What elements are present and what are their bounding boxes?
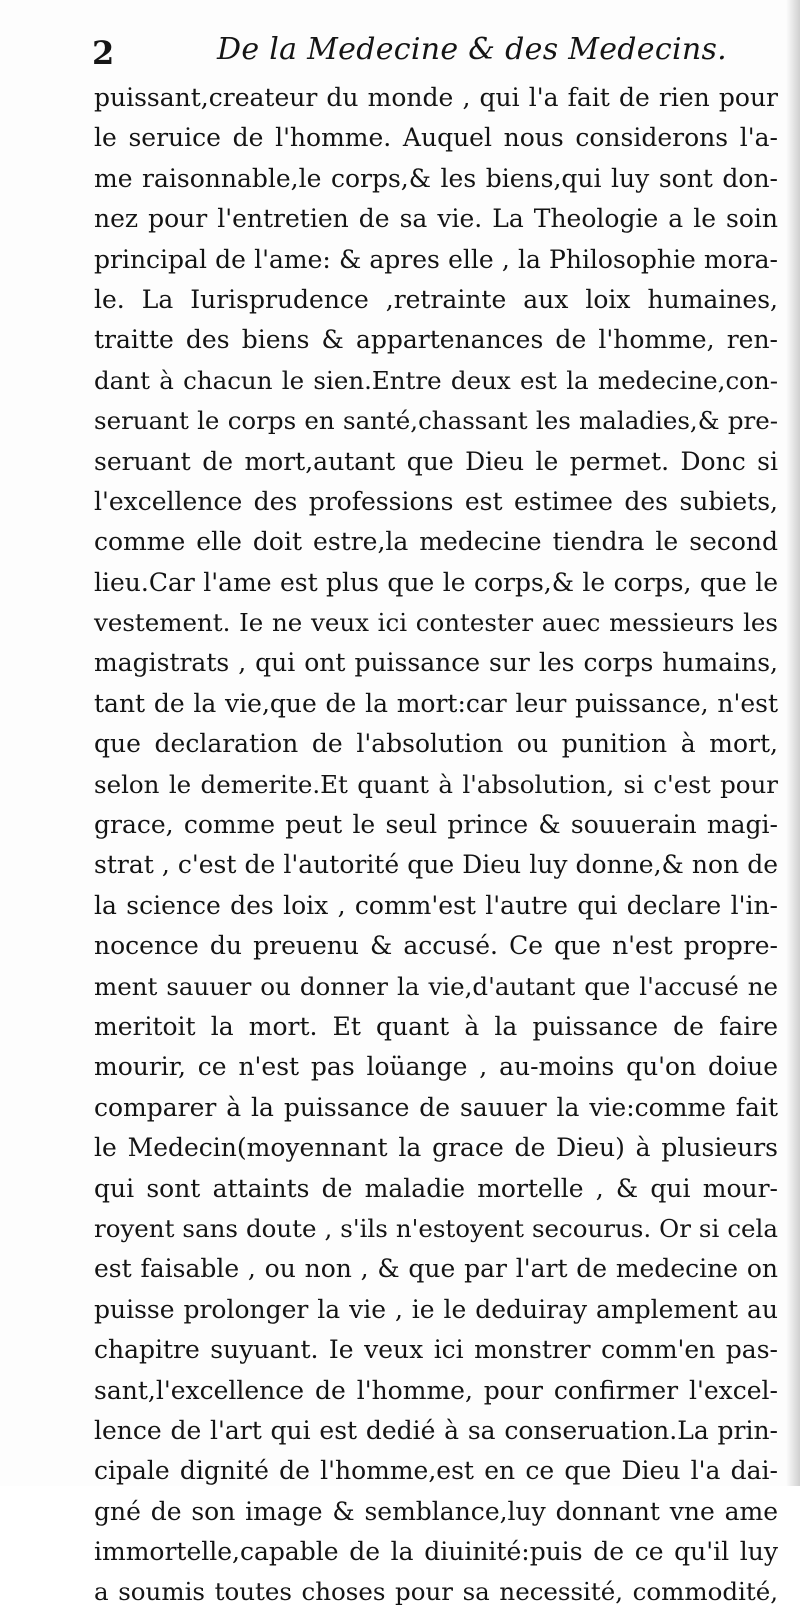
text-line: puisse prolonger la vie , ie le deduiray amplement au (94, 1294, 778, 1324)
text-line: seruant de mort,autant que Dieu le permet. Donc si (94, 446, 778, 476)
text-line: nez pour l'entretien de sa vie. La Theologie a le soin (94, 204, 778, 234)
running-title: De la Medecine & des Medecins. (217, 32, 728, 67)
text-line: gné de son image & semblance,luy donnant vne ame (94, 1496, 778, 1526)
text-line: strat , c'est de l'autorité que Dieu luy donne,& non de (94, 850, 778, 880)
text-line: selon le demerite.Et quant à l'absolution, si c'est pour (94, 769, 778, 799)
text-line: nocence du preuenu & accusé. Ce que n'est propre- (94, 931, 778, 961)
text-line: est faisable , ou non , & que par l'art de medecine on (94, 1254, 778, 1284)
text-line: le. La Iurisprudence ,retrainte aux loix humaines, (94, 284, 778, 314)
text-line: me raisonnable,le corps,& les biens,qui luy sont don- (94, 163, 778, 193)
page-header (92, 28, 782, 78)
page-edge-shadow (786, 0, 800, 1486)
text-line: a soumis toutes choses pour sa necessité, commodité, (94, 1577, 778, 1607)
text-line: principal de l'ame: & apres elle , la Philosophie mora- (94, 244, 778, 274)
text-line: le Medecin(moyennant la grace de Dieu) à plusieurs (94, 1133, 778, 1163)
text-line: comparer à la puissance de sauuer la vie:comme fait (94, 1092, 778, 1122)
text-line: lieu.Car l'ame est plus que le corps,& le corps, que le (94, 567, 778, 597)
text-line: cipale dignité de l'homme,est en ce que Dieu l'a dai- (94, 1456, 778, 1486)
text-line: traitte des biens & appartenances de l'homme, ren- (94, 325, 778, 355)
text-line: comme elle doit estre,la medecine tiendra le second (94, 527, 778, 557)
text-line: qui sont attaints de maladie mortelle , & qui mour- (94, 1173, 778, 1203)
text-line: que declaration de l'absolution ou punition à mort, (94, 729, 778, 759)
text-line: puissant,createur du monde , qui l'a fait de rien pour (94, 83, 778, 112)
text-line: meritoit la mort. Et quant à la puissance de faire (94, 1011, 778, 1041)
text-line: lence de l'art qui est dedié à sa conseruation.La prin- (94, 1415, 778, 1445)
text-line: vestement. Ie ne veux ici contester auec messieurs les (94, 608, 778, 638)
text-line: chapitre suyuant. Ie veux ici monstrer comm'en pas- (94, 1335, 778, 1365)
text-line: mourir, ce n'est pas loüange , au-moins qu'on doiue (94, 1052, 778, 1082)
text-line: grace, comme peut le seul prince & souuerain magi- (94, 810, 778, 840)
body-text (94, 78, 778, 1613)
text-line: sant,l'excellence de l'homme, pour confirmer l'excel- (94, 1375, 778, 1405)
text-line: dant à chacun le sien.Entre deux est la medecine,con- (94, 365, 778, 395)
text-line: la science des loix , comm'est l'autre qui declare l'in- (94, 890, 778, 920)
text-line: l'excellence des professions est estimee des subiets, (94, 486, 778, 516)
page-number: 2 (92, 34, 115, 72)
text-line: seruant le corps en santé,chassant les maladies,& pre- (94, 406, 778, 436)
text-line: immortelle,capable de la diuinité:puis de ce qu'il luy (94, 1537, 778, 1567)
text-line: tant de la vie,que de la mort:car leur puissance, n'est (94, 688, 778, 718)
text-line: ment sauuer ou donner la vie,d'autant que l'accusé ne (94, 971, 778, 1001)
text-line: le seruice de l'homme. Auquel nous considerons l'a- (94, 123, 778, 153)
text-line: magistrats , qui ont puissance sur les corps humains, (94, 648, 778, 678)
text-line: royent sans doute , s'ils n'estoyent secourus. Or si cela (94, 1213, 778, 1243)
